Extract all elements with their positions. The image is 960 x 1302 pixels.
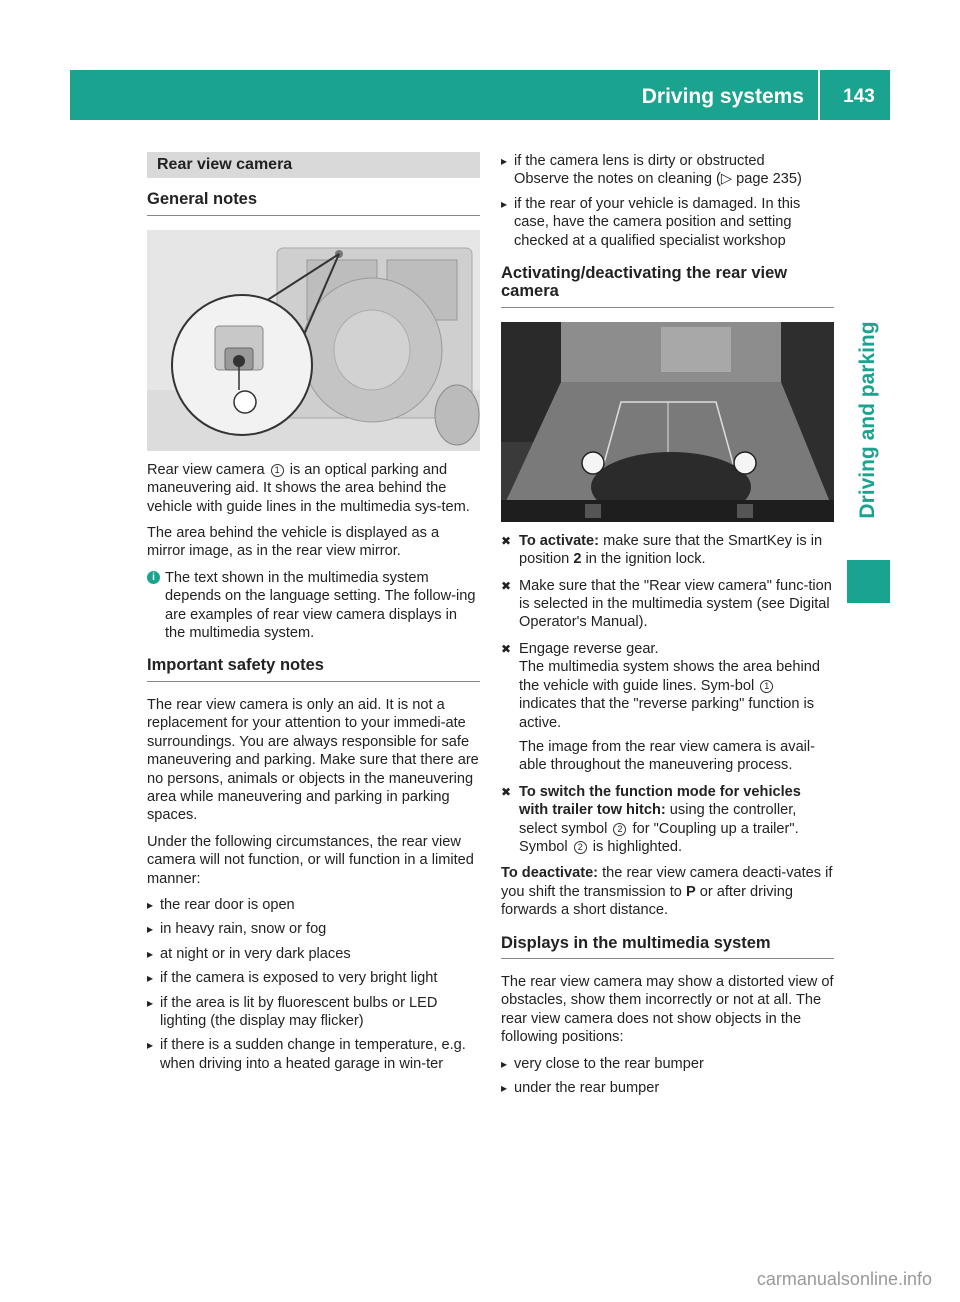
intro-paragraph	[147, 461, 480, 516]
deactivate-label: To deactivate:	[501, 865, 599, 882]
step-item	[501, 532, 834, 569]
step-item	[501, 783, 834, 857]
deactivate-text: or after driving forwards a short distance.	[501, 883, 794, 919]
deactivate-paragraph	[501, 864, 834, 919]
safety-paragraph-2: Under the following circumstances, the rear view camera will not function, or will function in a limited manner:	[147, 833, 474, 887]
step-item	[501, 640, 834, 775]
list-item: ▸ under the rear bumper	[501, 1079, 834, 1097]
step-text: make sure that the SmartKey is in position	[519, 532, 823, 568]
section-title: Driving systems	[642, 70, 820, 120]
list-item: ▸ if the camera is exposed to very bright light	[147, 969, 480, 987]
list-item: ▸ at night or in very dark places	[147, 945, 480, 963]
activation-steps	[501, 532, 834, 857]
info-icon: i	[147, 571, 160, 584]
left-column	[147, 152, 480, 1081]
list-item: ▸ if there is a sudden change in temperature, e.g. when driving into a heated garage in win-ter	[147, 1036, 480, 1073]
step-text: is highlighted.	[588, 838, 683, 855]
callout-1-symbol: 1	[271, 464, 284, 477]
displays-heading: Displays in the multimedia system	[501, 934, 834, 959]
intro-text-b: is an optical parking and maneuvering aid. It shows the area behind the vehicle with guide lines in the multimedia sys-tem.	[147, 461, 470, 515]
safety-notes-heading: Important safety notes	[147, 656, 480, 681]
camera-display-image	[501, 322, 834, 522]
list-item-text: if the camera lens is dirty or obstructed	[514, 153, 765, 169]
intro-text-a: Rear view camera	[147, 461, 269, 478]
list-item: ▸ the rear door is open	[147, 896, 480, 914]
step-text: Engage reverse gear.	[519, 640, 659, 657]
gear-position: P	[685, 883, 696, 900]
displays-paragraph: The rear view camera may show a distorted view of obstacles, show them incorrectly or not at all. The rear view camera does not show objects in the following positions:	[501, 973, 834, 1046]
vehicle-rear-image	[147, 230, 480, 451]
list-item: ▸ if the rear of your vehicle is damaged. In this case, have the camera position and setting checked at a qualified specialist workshop	[501, 195, 834, 250]
list-item	[501, 152, 834, 189]
footer-watermark[interactable]: carmanualsonline.info	[756, 1269, 932, 1289]
step-label: To switch the function mode for vehicles with trailer tow hitch:	[519, 783, 801, 819]
list-item: ▸ if the area is lit by fluorescent bulbs or LED lighting (the display may flicker)	[147, 994, 480, 1031]
positions-list	[501, 1055, 834, 1098]
activate-heading: Activating/deactivating the rear view camera	[501, 264, 834, 308]
circumstances-list	[147, 896, 480, 1073]
step-text: in the ignition lock.	[581, 551, 706, 568]
info-note	[147, 569, 480, 643]
camera-display-illustration	[501, 322, 834, 522]
step-text: Symbol	[519, 838, 572, 855]
step-text: indicates that the "reverse parking" function is active.	[519, 696, 815, 731]
list-item: ▸ in heavy rain, snow or fog	[147, 920, 480, 938]
callout-2-symbol: 2	[574, 841, 587, 854]
circumstances-list-continued	[501, 152, 834, 250]
side-tab-label: Driving and parking	[856, 321, 879, 519]
info-note-text: The text shown in the multimedia system depends on the language setting. The follow-ing are examples of rear view camera displays in the multimedia system.	[165, 569, 476, 642]
step-label: To activate:	[519, 532, 600, 549]
page-header-bar	[70, 70, 890, 120]
safety-paragraph-1: The rear view camera is only an aid. It is not a replacement for your attention to your immedi-ate surroundings. You are always responsible for safe maneuvering and parking. Make sure that there are no persons, animals or objects in the maneuvering area while maneuvering and parking in parking spaces.	[147, 696, 479, 824]
section-band: Rear view camera	[147, 152, 480, 178]
page-number: 143	[843, 86, 875, 107]
general-notes-heading: General notes	[147, 190, 480, 215]
step-item: ✖ Make sure that the "Rear view camera" func-tion is selected in the multimedia system (see Digital Operator's Manual).	[501, 577, 834, 632]
side-tab-marker	[847, 560, 890, 603]
key-position: 2	[573, 551, 582, 568]
callout-2-symbol: 2	[613, 823, 626, 836]
callout-1-symbol: 1	[760, 680, 773, 693]
list-item: ▸ very close to the rear bumper	[501, 1055, 834, 1073]
deactivate-text: the rear view camera deacti-vates if you shift the transmission to	[501, 865, 833, 900]
mirror-paragraph: The area behind the vehicle is displayed as a mirror image, as in the rear view mirror.	[147, 525, 440, 560]
step-text: using the controller, select symbol	[519, 802, 797, 837]
step-subtext: The image from the rear view camera is avail-able throughout the maneuvering process.	[519, 738, 816, 774]
step-text: for "Coupling up a trailer".	[628, 820, 799, 837]
step-text: The multimedia system shows the area behind the vehicle with guide lines. Sym-bol	[519, 659, 820, 694]
right-column	[501, 152, 834, 1105]
list-item-subtext: Observe the notes on cleaning (▷ page 235)	[514, 171, 802, 188]
rear-camera-illustration	[147, 230, 480, 451]
